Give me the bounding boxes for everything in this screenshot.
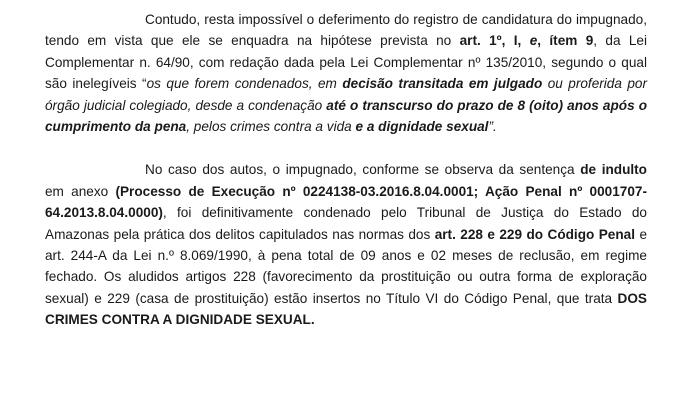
- paragraph-2-text: , foi definitivamente condenado pelo Tribunal de Justiça do Estado do Amazonas pela prática dos delitos capitulados nas normas dos: [45, 205, 647, 242]
- article-comma: ,: [537, 33, 542, 49]
- legal-quote-emphasis: até o transcurso do prazo de 8 (oito) anos após o cumprimento da pena: [45, 97, 647, 135]
- legal-quote: os que forem condenados, em: [146, 76, 343, 92]
- article-item-number: ítem 9: [549, 33, 594, 49]
- crimes-title: DOS CRIMES CONTRA A DIGNIDADE SEXUAL.: [45, 290, 647, 328]
- legal-quote-close: ”.: [488, 119, 497, 135]
- article-reference: art. 1º, I,: [459, 33, 530, 49]
- paragraph-2-text: em anexo: [45, 183, 116, 199]
- legal-quote: , pelos crimes contra a vida: [186, 119, 356, 135]
- penal-code-reference: art. 228 e 229 do Código Penal: [434, 226, 636, 242]
- process-reference: (Processo de Execução nº 0224138-03.2016.8.04.0001; Ação Penal nº 0001707-64.2013.8.04.0000): [45, 183, 647, 221]
- legal-quote-emphasis: decisão transitada em julgado: [342, 76, 543, 92]
- paragraph-1-text: , da Lei Complementar n. 64/90, com redação dada pela Lei Complementar nº 135/2010, segundo o qual são inelegíveis “: [45, 33, 648, 92]
- indulto-reference: de indulto: [580, 162, 647, 178]
- legal-quote-emphasis: e a dignidade sexual: [355, 119, 489, 135]
- document-page: [45, 9, 647, 331]
- paragraph-2-text: e art. 244-A da Lei n.º 8.069/1990, à pena total de 09 anos e 02 meses de reclusão, em regime fechado. Os aludidos artigos 228 (favorecimento da prostituição ou outra forma de exploração sexual) e 229 (casa de prostituição) estão insertos no Título VI do Código Penal, que trata: [45, 226, 648, 306]
- paragraph-2: [45, 159, 647, 330]
- legal-quote: ou proferida por órgão judicial colegiado, desde a condenação: [45, 76, 648, 113]
- paragraph-2-text: No caso dos autos, o impugnado, conforme se observa da sentença: [145, 162, 581, 178]
- article-item-letter: e: [529, 33, 538, 49]
- paragraph-1: [45, 9, 647, 137]
- paragraph-1-text: Contudo, resta impossível o deferimento do registro de candidatura do impugnado, tendo em vista que ele se enquadra na hipótese prevista no: [45, 12, 647, 49]
